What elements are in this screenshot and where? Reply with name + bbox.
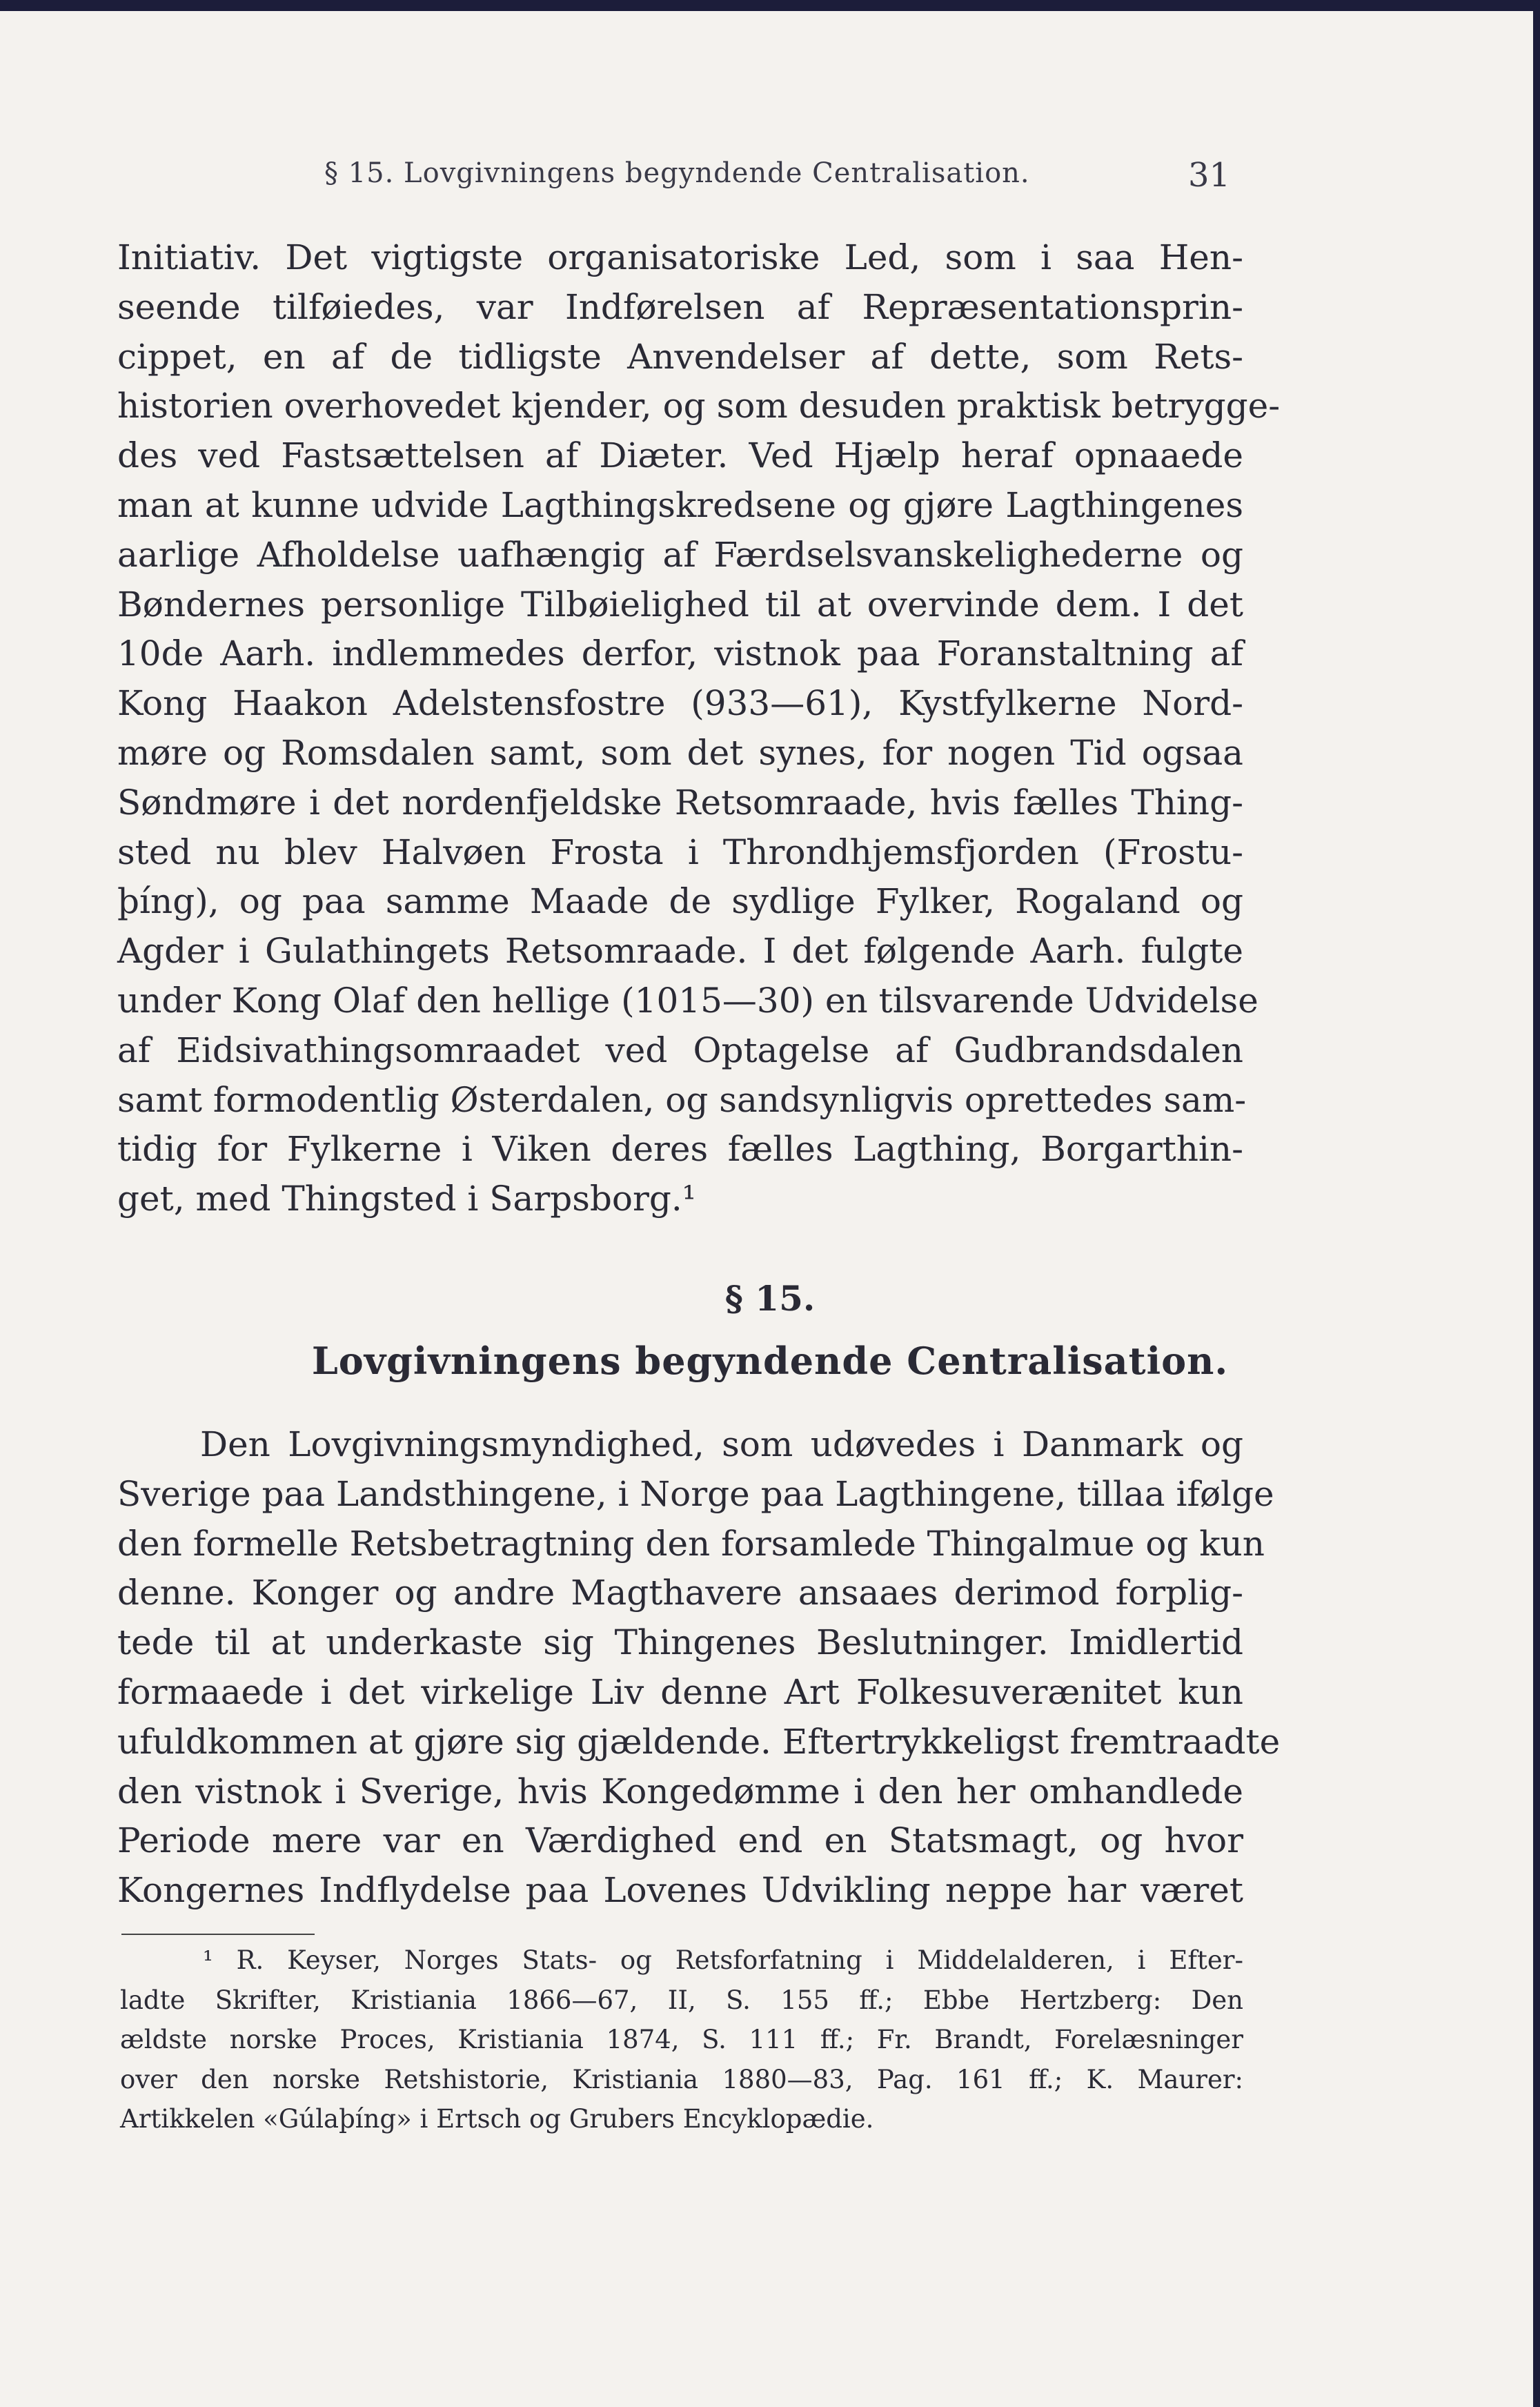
text-line: Initiativ. Det vigtigste organisatoriske Led, som i saa Hen- [117, 237, 1243, 277]
text-line: møre og Romsdalen samt, som det synes, for nogen Tid ogsaa [117, 732, 1243, 773]
text-line: seende tilføiedes, var Indførelsen af Repræsentationsprin- [117, 286, 1243, 327]
text-line: þíng), og paa samme Maade de sydlige Fylker, Rogaland og [117, 881, 1243, 922]
section-number: § 15. [724, 1278, 816, 1319]
text-line: des ved Fastsættelsen af Diæter. Ved Hjælp heraf opnaaede [117, 435, 1243, 476]
paragraph-continuation [117, 233, 1281, 1224]
text-line: Agder i Gulathingets Retsomraade. I det følgende Aarh. fulgte [117, 931, 1243, 972]
footnote-line: ældste norske Proces, Kristiania 1874, S. 111 ff.; Fr. Brandt, Forelæsninger [120, 2025, 1243, 2054]
text-line: tidig for Fylkerne i Viken deres fælles Lagthing, Borgarthin- [117, 1129, 1243, 1170]
running-header: § 15. Lovgivningens begyndende Centralisation. [324, 157, 1030, 189]
text-line: historien overhovedet kjender, og som desuden praktisk betrygge- [117, 386, 1281, 426]
text-line: Kongernes Indflydelse paa Lovenes Udvikling neppe har været [117, 1870, 1243, 1911]
text-line: get, med Thingsted i Sarpsborg.¹ [117, 1179, 696, 1219]
text-line: den formelle Retsbetragtning den forsamlede Thingalmue og kun [117, 1523, 1265, 1564]
text-line: man at kunne udvide Lagthingskredsene og gjøre Lagthingenes [117, 484, 1243, 525]
text-line: ufuldkommen at gjøre sig gjældende. Eftertrykkeligst fremtraadte [117, 1721, 1281, 1762]
text-line: Sverige paa Landsthingene, i Norge paa Lagthingene, tillaa ifølge [117, 1473, 1274, 1514]
text-line: tede til at underkaste sig Thingenes Beslutninger. Imidlertid [117, 1622, 1243, 1663]
section-title: Lovgivningens begyndende Centralisation. [311, 1339, 1229, 1383]
text-line: Periode mere var en Værdighed end en Statsmagt, og hvor [117, 1820, 1243, 1861]
scan-border-right [1533, 0, 1540, 2407]
paragraph-section-15 [117, 1420, 1281, 1916]
footnote-rule [121, 1934, 315, 1935]
text-line: Den Lovgivningsmyndighed, som udøvedes i Danmark og [200, 1424, 1243, 1464]
footnote-line: Artikkelen «Gúlaþíng» i Ertsch og Grubers Encyklopædie. [120, 2104, 874, 2134]
text-line: Søndmøre i det nordenfjeldske Retsomraade, hvis fælles Thing- [117, 782, 1243, 823]
footnote [120, 1941, 1243, 2139]
scan-border-top [0, 0, 1540, 11]
text-line: samt formodentlig Østerdalen, og sandsynligvis oprettedes sam- [117, 1079, 1247, 1120]
text-line: Kong Haakon Adelstensfostre (933—61), Kystfylkerne Nord- [117, 683, 1243, 724]
text-line: 10de Aarh. indlemmedes derfor, vistnok paa Foranstaltning af [117, 633, 1243, 674]
footnote-line: ladte Skrifter, Kristiania 1866—67, II, S. 155 ff.; Ebbe Hertzberg: Den [120, 1985, 1243, 2015]
footnote-line: ¹ R. Keyser, Norges Stats- og Retsforfatning i Middelalderen, i Efter- [203, 1945, 1243, 1975]
text-line: cippet, en af de tidligste Anvendelser af dette, som Rets- [117, 336, 1243, 377]
text-line: Bøndernes personlige Tilbøielighed til at overvinde dem. I det [117, 584, 1243, 625]
text-line: denne. Konger og andre Magthavere ansaaes derimod forplig- [117, 1573, 1243, 1613]
text-line: sted nu blev Halvøen Frosta i Throndhjemsfjorden (Frostu- [117, 832, 1243, 872]
text-line: aarlige Afholdelse uafhængig af Færdselsvanskelighederne og [117, 534, 1243, 575]
text-line: under Kong Olaf den hellige (1015—30) en tilsvarende Udvidelse [117, 980, 1258, 1021]
text-line: af Eidsivathingsomraadet ved Optagelse af Gudbrandsdalen [117, 1030, 1243, 1070]
text-line: den vistnok i Sverige, hvis Kongedømme i den her omhandlede [117, 1771, 1243, 1811]
text-line: formaaede i det virkelige Liv denne Art Folkesuverænitet kun [117, 1671, 1243, 1712]
footnote-line: over den norske Retshistorie, Kristiania 1880—83, Pag. 161 ff.; K. Maurer: [120, 2064, 1243, 2094]
page-number: 31 [1188, 156, 1231, 195]
